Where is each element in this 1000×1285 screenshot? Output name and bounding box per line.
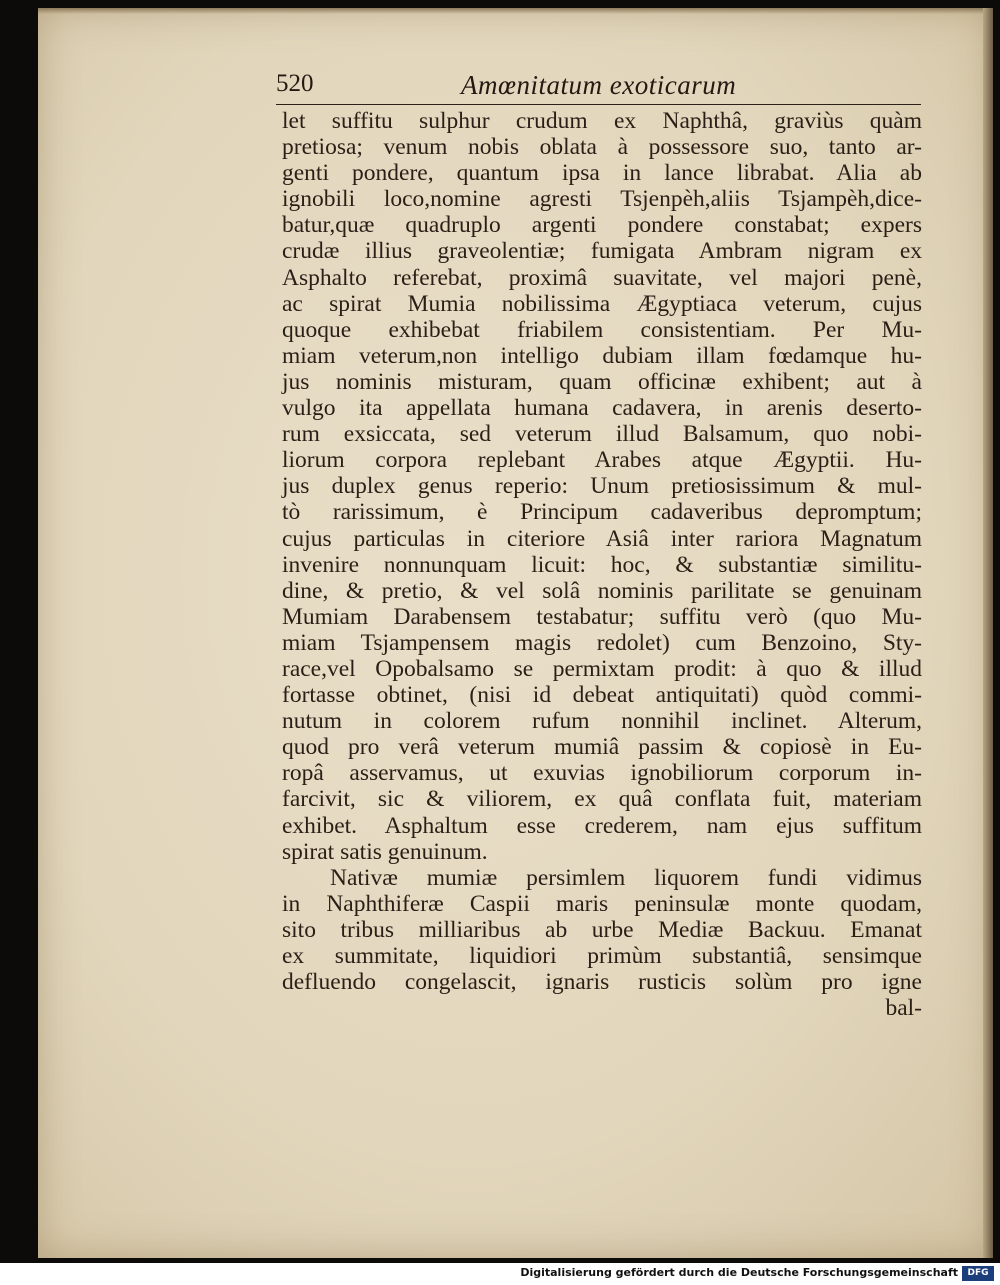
text-line: Asphalto referebat, proximâ suavitate, vel majori penè, bbox=[282, 264, 922, 291]
paragraph-end-line: spirat satis genuinum. bbox=[282, 838, 488, 865]
text-line: invenire nonnunquam licuit: hoc, & substantiæ similitu- bbox=[282, 551, 922, 578]
text-line: miam veterum,non intelligo dubiam illam fœdamque hu- bbox=[282, 342, 922, 369]
text-line: genti pondere, quantum ipsa in lance librabat. Alia ab bbox=[282, 160, 922, 187]
book-spine-edge bbox=[983, 8, 993, 1258]
text-line: quod pro verâ veterum mumiâ passim & copiosè in Eu- bbox=[282, 734, 922, 761]
text-line: in Naphthiferæ Caspii maris peninsulæ monte quodam, bbox=[282, 890, 922, 917]
catchword: bal- bbox=[885, 995, 922, 1022]
text-line: vulgo ita appellata humana cadavera, in arenis deserto- bbox=[282, 395, 922, 422]
paragraph-start-line: Nativæ mumiæ persimlem liquorem fundi vidimus bbox=[330, 864, 922, 891]
text-line: batur,quæ quadruplo argenti pondere constabat; expers bbox=[282, 212, 922, 239]
text-line: jus nominis misturam, quam officinæ exhibent; aut à bbox=[282, 368, 922, 395]
page-number: 520 bbox=[276, 70, 314, 97]
text-line: ex summitate, liquidiori primùm substantiâ, sensimque bbox=[282, 943, 922, 969]
text-line: crudæ illius graveolentiæ; fumigata Ambram nigram ex bbox=[282, 238, 922, 265]
text-line: race,vel Opobalsamo se permixtam prodit: à quo & illud bbox=[282, 655, 922, 682]
text-line: sito tribus milliaribus ab urbe Mediæ Backuu. Emanat bbox=[282, 916, 922, 943]
text-line: dine, & pretio, & vel solâ nominis parilitate se genuinam bbox=[282, 577, 922, 604]
text-line: cujus particulas in citeriore Asiâ inter rariora Magnatum bbox=[282, 525, 922, 552]
text-line: nutum in colorem rufum nonnihil inclinet. Alterum, bbox=[282, 708, 922, 735]
text-line: let suffitu sulphur crudum ex Naphthâ, graviùs quàm bbox=[282, 108, 922, 134]
text-line: liorum corpora replebant Arabes atque Ægyptii. Hu- bbox=[282, 447, 922, 474]
text-line: pretiosa; venum nobis oblata à possessore suo, tanto ar- bbox=[282, 134, 922, 161]
text-line: defluendo congelascit, ignaris rusticis solùm pro igne bbox=[282, 969, 922, 996]
text-line: quoque exhibebat friabilem consistentiam. Per Mu- bbox=[282, 316, 922, 343]
text-line: Mumiam Darabensem testabatur; suffitu verò (quo Mu- bbox=[282, 603, 922, 630]
running-head: Amœnitatum exoticarum bbox=[461, 70, 737, 100]
dfg-logo-icon: DFG bbox=[962, 1266, 994, 1281]
funding-credit: Digitalisierung gefördert durch die Deutsche Forschungsgemeinschaft bbox=[520, 1266, 958, 1279]
text-line: jus duplex genus reperio: Unum pretiosissimum & mul- bbox=[282, 473, 922, 500]
text-line: rum exsiccata, sed veterum illud Balsamum, quo nobi- bbox=[282, 421, 922, 448]
text-line: exhibet. Asphaltum esse crederem, nam ejus suffitum bbox=[282, 812, 922, 839]
text-line: fortasse obtinet, (nisi id debeat antiquitati) quòd commi- bbox=[282, 682, 922, 709]
text-line: ignobili loco,nomine agresti Tsjenpèh,aliis Tsjampèh,dice- bbox=[282, 186, 922, 213]
text-line: farcivit, sic & viliorem, ex quâ conflata fuit, materiam bbox=[282, 786, 922, 813]
page-top-shadow bbox=[38, 8, 993, 14]
text-line: tò rarissimum, è Principum cadaveribus depromptum; bbox=[282, 499, 922, 526]
text-line: ac spirat Mumia nobilissima Ægyptiaca veterum, cujus bbox=[282, 290, 922, 317]
page-header bbox=[276, 70, 921, 105]
digitization-footer bbox=[0, 1263, 1000, 1285]
body-text bbox=[282, 108, 922, 1021]
text-line: ropâ asservamus, ut exuvias ignobiliorum corporum in- bbox=[282, 760, 922, 787]
text-line: miam Tsjampensem magis redolet) cum Benzoino, Sty- bbox=[282, 629, 922, 656]
